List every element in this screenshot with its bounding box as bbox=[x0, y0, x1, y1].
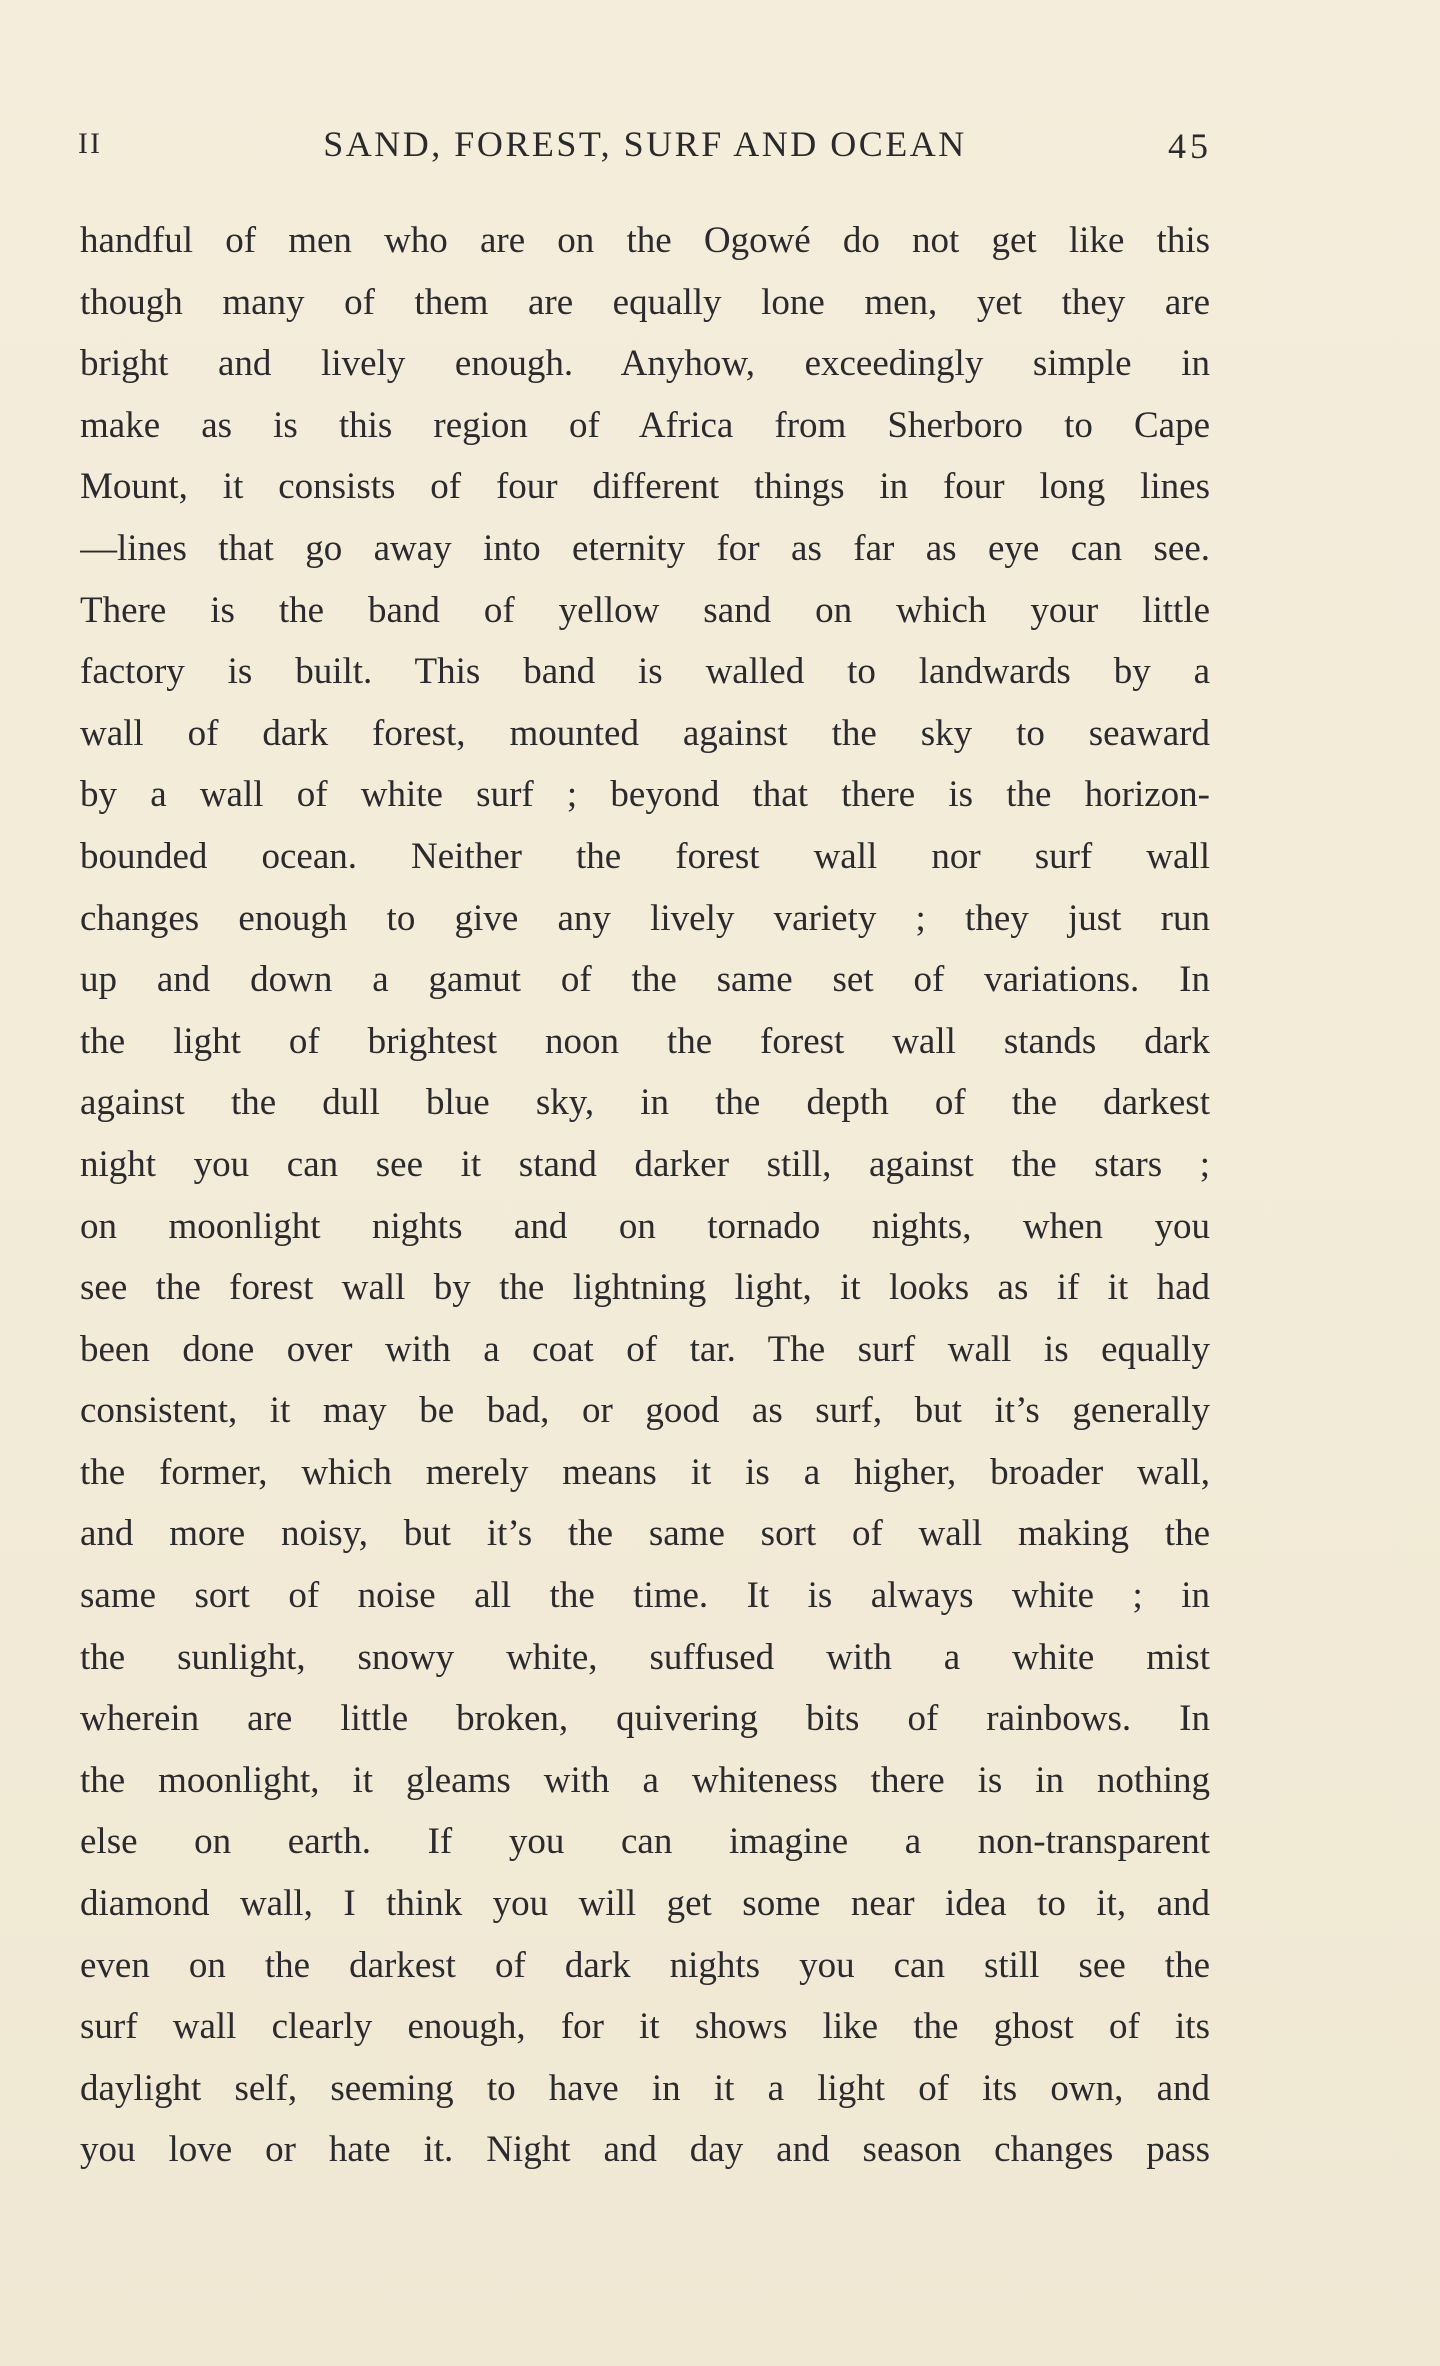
text-line: by a wall of white surf ; beyond that there is the horizon- bbox=[80, 774, 1210, 816]
text-line: daylight self, seeming to have in it a light of its own, and bbox=[80, 2067, 1210, 2109]
text-line: night you can see it stand darker still, against the stars ; bbox=[80, 1143, 1210, 1185]
text-line: surf wall clearly enough, for it shows like the ghost of its bbox=[80, 2006, 1210, 2048]
text-line: same sort of noise all the time. It is always white ; in bbox=[80, 1575, 1210, 1617]
text-line: bounded ocean. Neither the forest wall nor surf wall bbox=[80, 835, 1210, 877]
text-line: against the dull blue sky, in the depth of the darkest bbox=[80, 1082, 1210, 1124]
text-line: the light of brightest noon the forest wall stands dark bbox=[80, 1020, 1210, 1062]
running-title: SAND, FOREST, SURF AND OCEAN bbox=[323, 124, 967, 164]
body-text bbox=[80, 210, 1210, 2181]
text-line: factory is built. This band is walled to landwards by a bbox=[80, 651, 1210, 693]
text-line: bright and lively enough. Anyhow, exceedingly simple in bbox=[80, 343, 1210, 385]
text-line: There is the band of yellow sand on which your little bbox=[80, 589, 1210, 631]
text-line: the sunlight, snowy white, suffused with a white mist bbox=[80, 1636, 1210, 1678]
text-line: you love or hate it. Night and day and season changes pass bbox=[80, 2129, 1210, 2171]
text-line: though many of them are equally lone men, yet they are bbox=[80, 281, 1210, 323]
text-line: up and down a gamut of the same set of variations. In bbox=[80, 959, 1210, 1001]
text-line: and more noisy, but it’s the same sort of wall making the bbox=[80, 1513, 1210, 1555]
text-line: —lines that go away into eternity for as far as eye can see. bbox=[80, 527, 1210, 569]
text-line: handful of men who are on the Ogowé do not get like this bbox=[80, 220, 1210, 261]
text-line: even on the darkest of dark nights you can still see the bbox=[80, 1944, 1210, 1986]
text-line: make as is this region of Africa from Sherboro to Cape bbox=[80, 404, 1210, 446]
running-header bbox=[78, 123, 1212, 173]
chapter-number: II bbox=[78, 127, 102, 160]
text-line: Mount, it consists of four different things in four long lines bbox=[80, 466, 1210, 508]
text-line: consistent, it may be bad, or good as surf, but it’s generally bbox=[80, 1390, 1210, 1432]
page-number: 45 bbox=[1168, 126, 1212, 166]
text-line: on moonlight nights and on tornado nights, when you bbox=[80, 1205, 1210, 1247]
text-line: been done over with a coat of tar. The surf wall is equally bbox=[80, 1328, 1210, 1370]
text-line: wherein are little broken, quivering bits of rainbows. In bbox=[80, 1698, 1210, 1740]
text-line: wall of dark forest, mounted against the sky to seaward bbox=[80, 712, 1210, 754]
text-line: the moonlight, it gleams with a whiteness there is in nothing bbox=[80, 1759, 1210, 1801]
text-line: the former, which merely means it is a higher, broader wall, bbox=[80, 1451, 1210, 1493]
text-line: diamond wall, I think you will get some near idea to it, and bbox=[80, 1883, 1210, 1925]
text-line: changes enough to give any lively variety ; they just run bbox=[80, 897, 1210, 939]
text-line: else on earth. If you can imagine a non-transparent bbox=[80, 1821, 1210, 1863]
text-line: see the forest wall by the lightning light, it looks as if it had bbox=[80, 1267, 1210, 1309]
